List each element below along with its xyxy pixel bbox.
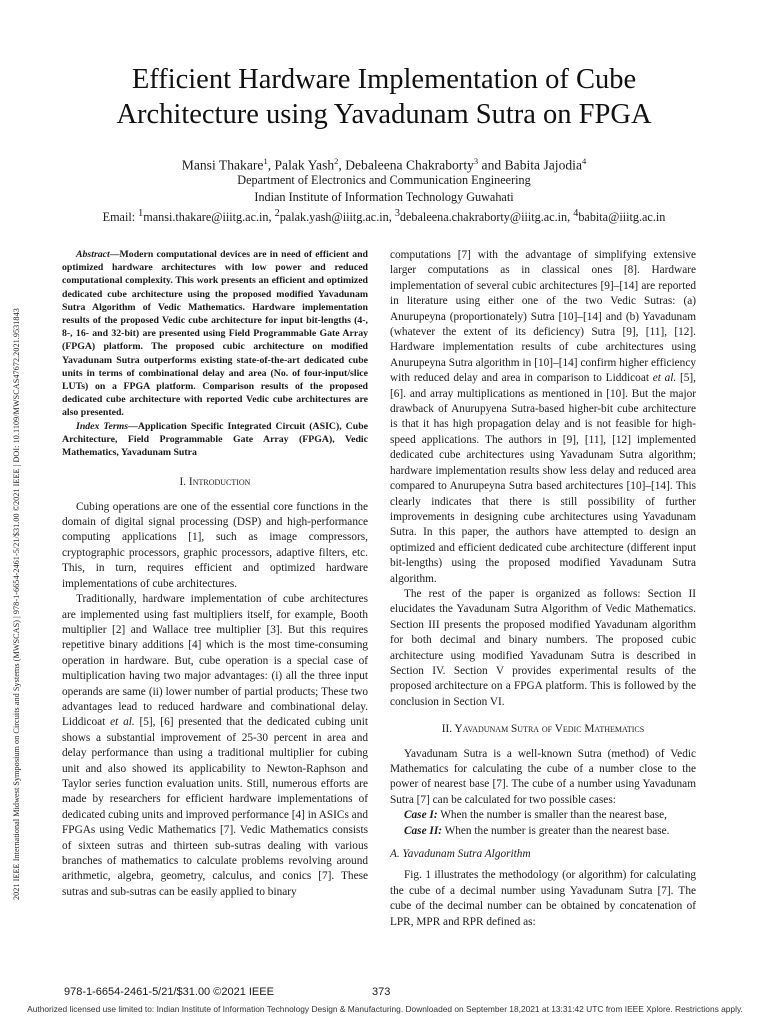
side-citation-text: 2021 IEEE International Midwest Symposium on Circuits and Systems (MWSCAS) | 978-1-6654-2461-5/21/$31.00 ©2021 IEEE | DOI: 10.1109/MWSCAS47672.2021.9531843 bbox=[12, 308, 21, 900]
section-heading-introduction: I. Introduction bbox=[179, 476, 251, 489]
email-line bbox=[60, 206, 708, 225]
email-prefix: Email: bbox=[102, 210, 139, 225]
license-notice: Authorized licensed use limited to: Indian Institute of Information Technology Design & Manufacturing. Downloaded on September 18,2021 at 13:31:42 UTC from IEEE Xplore. Restrictions apply. bbox=[27, 1004, 743, 1014]
subsection-heading-algorithm: A. Yavadunam Sutra Algorithm bbox=[390, 848, 531, 861]
author-2-sup: 2 bbox=[334, 156, 339, 166]
left-column bbox=[62, 248, 368, 900]
cont-etal: et al. bbox=[652, 372, 677, 385]
case-2 bbox=[390, 824, 696, 839]
email-sup-1: 1 bbox=[138, 208, 144, 219]
index-terms bbox=[62, 420, 368, 460]
email-sup-3: 3 bbox=[394, 208, 400, 219]
paper-organization-paragraph: The rest of the paper is organized as follows: Section II elucidates the Yavadunam Sutra Algorithm of Vedic Mathematics. Section III presents the proposed modified Yavadunam algorithm for both decimal and binary numbers. The proposed cubic architecture using modified Yavadunam Sutra is described in Section IV. Section V provides experimental results of the proposed architecture on a FPGA platform. This is followed by the conclusion in Section VI. bbox=[390, 587, 696, 708]
email-sup-2: 2 bbox=[274, 208, 280, 219]
author-3-sup: 3 bbox=[473, 156, 479, 166]
email-1[interactable]: mansi.thakare@iiitg.ac.in, bbox=[143, 210, 275, 225]
cont-part-b: [5], [6]. and array multiplications as mentioned in [10]. But the major drawback of Anurupyena Sutra-based higher-bit cube architecture is that it has high propagation delay and is not feasible for high-speed applications. The authors in [9], [11], [12] implemented dedicated cube architectures using Yavadunam Sutra algorithm; hardware implementation results show less delay and reduced area compared to Anurupeyna Sutra based architectures [10]–[14]. This clearly indicates that there is still possibility of further improvements in designing cube architectures using Yavadunam Sutra. In this paper, the authors have attempted to design an optimized and efficient dedicated cube architecture (different input bit-lengths) using the proposed modified Yavadunam Sutra algorithm. bbox=[390, 372, 696, 585]
abstract-text: —Modern computational devices are in need of efficient and optimized hardware architectures with low power and reduced computational complexity. This work presents an efficient and optimized dedicated cube architecture using the proposed modified Yavadunam Sutra Algorithm of Vedic Mathematics. Hardware implementation results of the proposed Vedic cube architecture for input bit-lengths (4-, 8-, 16- and 32-bit) are presented using Field Programmable Gate Array (FPGA) platform. The proposed cubic architecture on modified Yavadunam Sutra outperforms existing state-of-the-art dedicated cube units in terms of combinational delay and area (No. of four-input/slice LUTs) on a FPGA platform. Comparison results of the proposed dedicated cube architecture with reported Vedic cube architectures are also presented. bbox=[62, 249, 368, 419]
case-2-text: When the number is greater than the nearest base. bbox=[441, 824, 670, 837]
author-sep: and bbox=[478, 157, 505, 173]
right-column bbox=[390, 248, 696, 930]
email-sup-4: 4 bbox=[573, 208, 579, 219]
institute: Indian Institute of Information Technology Guwahati bbox=[254, 190, 514, 204]
author-sep: , bbox=[338, 157, 346, 173]
email-4[interactable]: babita@iiitg.ac.in bbox=[578, 210, 666, 225]
email-2[interactable]: palak.yash@iiitg.ac.in, bbox=[279, 210, 395, 225]
paper-title bbox=[60, 62, 708, 132]
cont-part-a: computations [7] with the advantage of simplifying extensive larger computations as in classical ones [8]. Hardware implementation of several cubic architectures [9]–[14] are reported in literature using either one of the two Vedic Sutras: (a) Anurupeyna (proportionately) Sutra [10]–[14] and (b) Yavadunam (whatever the extent of its deficiency) Sutra [9], [11], [12]. Hardware implementation results of cube architectures using Anurupeyna Sutra algorithm in [10]–[14] confirm higher efficiency with reduced delay and area in comparison to Liddicoat bbox=[390, 249, 696, 385]
footer-isbn: 978-1-6654-2461-5/21/$31.00 ©2021 IEEE bbox=[64, 986, 274, 998]
author-3: Debaleena Chakraborty bbox=[345, 157, 474, 173]
department: Department of Electronics and Communication Engineering bbox=[237, 173, 531, 187]
intro-continuation bbox=[390, 248, 696, 587]
index-terms-text: —Application Specific Integrated Circuit (ASIC), Cube Architecture, Field Programmable Gate Array (FPGA), Vedic Mathematics, Yavadunam Sutra bbox=[62, 420, 368, 459]
author-sep: , bbox=[267, 157, 275, 173]
author-1-sup: 1 bbox=[263, 156, 268, 166]
intro-paragraph-1: Cubing operations are one of the essential core functions in the domain of digital signal processing (DSP) and high-performance computing applications [1], such as image compressors, cryptographic processors, graphic processors, adaptive filters, etc. This, in turn, requires efficient and optimized hardware implementations of cube architectures. bbox=[62, 500, 368, 590]
case-1-text: When the number is smaller than the nearest base, bbox=[437, 809, 667, 822]
abstract bbox=[62, 248, 368, 420]
case-1-label: Case I: bbox=[404, 809, 438, 822]
intro-p2-part-b: [5], [6] presented that the dedicated cubing unit shows a substantial improvement of 25-30 percent in area and delay performance than using a traditional multiplier for cubing unit and also showed its applicability to Newton-Raphson and Taylor series function evaluation units. Still, numerous efforts are made by researchers for efficient hardware implementations of dedicated cubing units and improved performance [4] in ASICs and FPGAs using Vedic Mathematics [7]. Vedic Mathematics consists of sixteen sutras and thirteen sub-sutras dealing with various branches of mathematics to calculate problems revolving around arithmetic, algebra, geometry, calculus, and conics [7]. These sutras and sub-sutras can be easily applied to binary bbox=[62, 716, 368, 898]
title-line-2: Architecture using Yavadunam Sutra on FPGA bbox=[116, 99, 652, 130]
case-2-label: Case II: bbox=[404, 824, 442, 837]
intro-paragraph-2 bbox=[62, 592, 368, 900]
email-3[interactable]: debaleena.chakraborty@iiitg.ac.in, bbox=[399, 210, 574, 225]
author-2: Palak Yash bbox=[274, 157, 335, 173]
page-number: 373 bbox=[372, 986, 391, 998]
algorithm-paragraph: Fig. 1 illustrates the methodology (or algorithm) for calculating the cube of a decimal number using Yavadunam Sutra [7]. The cube of the decimal number can be obtained by concatenation of LPR, MPR and RPR defined as: bbox=[390, 869, 696, 928]
intro-p2-etal: et al. bbox=[110, 716, 135, 729]
section-heading-yavadunam: II. Yavadunam Sutra of Vedic Mathematics bbox=[441, 723, 645, 736]
author-1: Mansi Thakare bbox=[181, 157, 264, 173]
abstract-label: Abstract bbox=[76, 249, 110, 260]
intro-p2-part-a: Traditionally, hardware implementation of cube architectures are implemented using fast multipliers itself, for example, Booth multiplier [2] and Wallace tree multiplier [3]. But this requires repetitive binary additions [4] which is the most time-consuming operation in hardware. But, cube operation is a special case of multiplication having two major advantages: (i) all the three input operands are same (ii) lower number of partial products; These two advantages lead to reduced hardware and combinational delay. Liddicoat bbox=[62, 593, 368, 729]
section2-paragraph: Yavadunam Sutra is a well-known Sutra (method) of Vedic Mathematics for calculating the cube of a number close to the power of nearest base [7]. The cube of a number using Yavadunam Sutra [7] can be calculated for two possible cases: bbox=[390, 747, 696, 806]
index-terms-label: Index Terms bbox=[76, 420, 129, 432]
side-citation-strip bbox=[12, 150, 24, 900]
author-4-sup: 4 bbox=[581, 156, 587, 166]
case-1 bbox=[390, 808, 696, 823]
author-list bbox=[60, 153, 708, 174]
title-line-1: Efficient Hardware Implementation of Cube bbox=[131, 64, 637, 95]
author-4: Babita Jajodia bbox=[504, 157, 582, 173]
